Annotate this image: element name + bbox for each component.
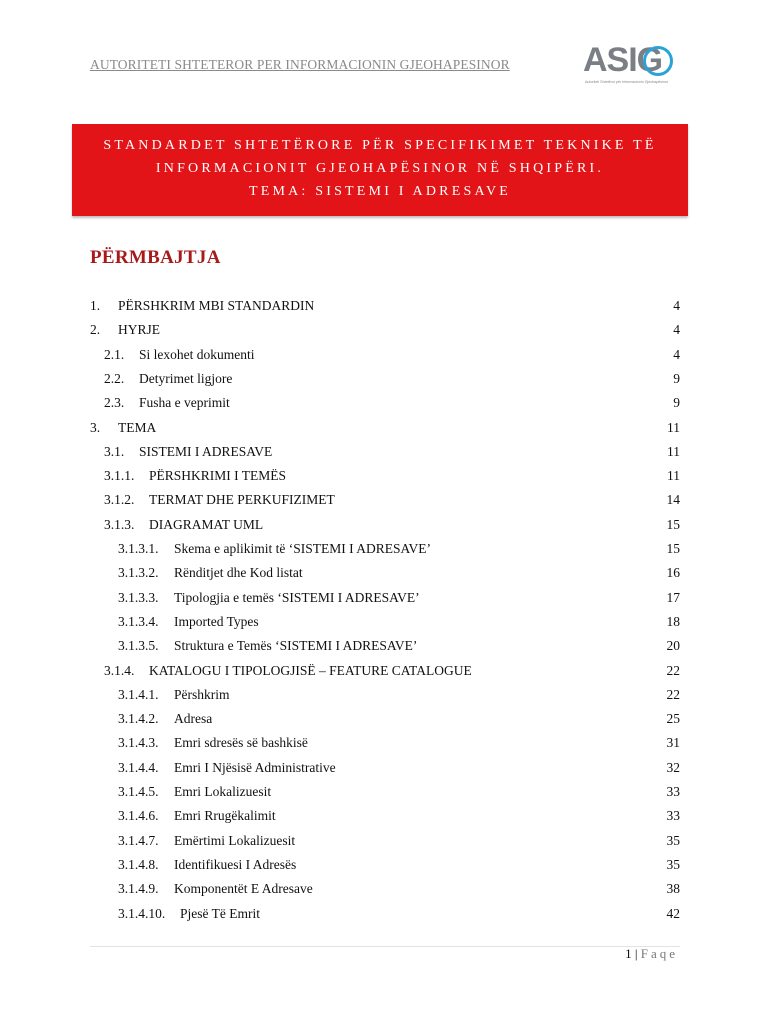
toc-entry-number: 3.1.4.5. [118,784,159,799]
toc-entry-label: Pjesë Të Emrit [180,905,260,921]
banner-line-1: STANDARDET SHTETËRORE PËR SPECIFIKIMET TEKNIKE TË [103,138,657,153]
toc-entry-number: 3.1.4.8. [118,856,159,872]
toc-entry[interactable] [0,563,770,583]
toc-entry-page: 15 [666,516,680,532]
logo-ring-icon [643,46,673,76]
toc-entry-label: Komponentët E Adresave [174,881,313,897]
toc-entry-page: 33 [666,784,680,799]
toc-entry-label: Përshkrim [174,686,230,702]
toc-entry-label: TEMA [118,419,157,435]
toc-entry[interactable] [0,685,770,705]
toc-entry-page: 11 [667,468,680,484]
toc-entry-number: 3.1.4.10. [118,905,166,921]
toc-entry-label: Tipologjia e temës ‘SISTEMI I ADRESAVE’ [174,589,420,605]
toc-entry-page: 42 [666,905,680,921]
toc-entry-page: 18 [666,613,680,629]
toc-entry-number: 3.1.4.9. [118,881,159,897]
toc-entry-number: 1. [90,298,101,313]
toc-entry-page: 31 [666,735,680,751]
toc-entry-page: 11 [667,443,680,459]
toc-entry-label: Fusha e veprimit [139,395,230,411]
toc-entry-label: Emri I Njësisë Administrative [174,759,336,775]
toc-entry-label: Emri Rrugëkalimit [174,808,276,824]
toc-entry-page: 22 [666,662,680,678]
toc-entry-number: 3.1.3.5. [118,638,159,654]
toc-entry-page: 11 [667,419,680,435]
toc-entry[interactable] [0,490,770,510]
page-word: Faqe [640,946,678,961]
toc-entry[interactable] [0,855,770,875]
toc-entry-label: HYRJE [118,322,161,338]
toc-entry-number: 3.1.3.1. [118,541,159,556]
toc-entry-number: 2.1. [104,346,125,362]
title-banner [72,124,688,216]
toc-entry-label: Detyrimet ligjore [139,370,233,386]
toc-entry-number: 3. [90,419,101,435]
footer-separator: | [634,946,638,961]
toc-entry-page: 35 [666,832,680,848]
toc-entry-page: 4 [673,322,680,338]
toc-entry-label: KATALOGU I TIPOLOGJISË – FEATURE CATALOGUE [149,662,472,678]
asig-logo [583,41,683,90]
footer-divider [90,946,680,947]
toc-entry-number: 3.1.4.6. [118,808,159,824]
toc-entry-page: 4 [673,298,680,313]
toc-entry[interactable] [0,661,770,681]
toc-entry[interactable] [0,320,770,340]
toc-entry[interactable] [0,466,770,486]
toc-entry-number: 2.3. [104,395,125,411]
toc-entry-label: Rënditjet dhe Kod listat [174,565,303,581]
toc-entry[interactable] [0,442,770,462]
toc-entry-page: 20 [666,638,680,654]
toc-entry[interactable] [0,345,770,365]
toc-entry-number: 3.1.1. [104,468,135,484]
header-org-name: AUTORITETI SHTETEROR PER INFORMACIONIN GJEOHAPESINOR [90,57,510,72]
toc-entry[interactable] [0,296,770,316]
toc-entry-number: 3.1.3.3. [118,589,159,605]
toc-entry[interactable] [0,831,770,851]
toc-entry-label: Si lexohet dokumenti [139,346,255,362]
page-number: 1 [625,946,632,961]
toc-entry-page: 9 [673,370,680,386]
toc-entry[interactable] [0,879,770,899]
toc-entry-label: Identifikuesi I Adresës [174,856,297,872]
toc-entry-label: PËRSHKRIM MBI STANDARDIN [118,298,315,313]
toc-entry-label: Imported Types [174,613,259,629]
toc-entry-page: 17 [666,589,680,605]
toc-entry-page: 35 [666,856,680,872]
toc-entry-number: 3.1.2. [104,492,135,508]
toc-entry-label: Adresa [174,711,213,727]
toc-entry-number: 3.1.4.7. [118,832,159,848]
toc-entry[interactable] [0,612,770,632]
toc-title: PËRMBAJTJA [90,247,221,268]
toc-entry-number: 3.1.3.4. [118,613,159,629]
toc-entry-page: 14 [666,492,680,508]
toc-entry-label: Struktura e Temës ‘SISTEMI I ADRESAVE’ [174,638,418,654]
toc-entry-number: 2.2. [104,370,125,386]
toc-entry-label: Skema e aplikimit të ‘SISTEMI I ADRESAVE’ [174,541,431,556]
toc-entry-page: 38 [666,881,680,897]
toc-entry-number: 3.1. [104,443,125,459]
toc-entry[interactable] [0,904,770,924]
toc-entry[interactable] [0,782,770,802]
toc-entry[interactable] [0,418,770,438]
toc-entry[interactable] [0,709,770,729]
toc-entry-label: PËRSHKRIMI I TEMËS [149,468,287,484]
toc-entry-number: 3.1.4.3. [118,735,159,751]
toc-entry-page: 33 [666,808,680,824]
toc-entry-page: 22 [666,686,680,702]
toc-entry-label: Emri Lokalizuesit [174,784,272,799]
toc-entry-page: 16 [666,565,680,581]
toc-entry[interactable] [0,369,770,389]
toc-entry-label: Emri sdresës së bashkisë [174,735,308,751]
toc-entry[interactable] [0,515,770,535]
toc-entry-number: 3.1.4.2. [118,711,159,727]
toc-entry-page: 4 [673,346,680,362]
toc-entry-label: Emërtimi Lokalizuesit [174,832,296,848]
toc-entry-number: 3.1.3.2. [118,565,159,581]
toc-entry-page: 15 [666,541,680,556]
toc-entry[interactable] [0,733,770,753]
toc-entry-number: 3.1.4. [104,662,135,678]
toc-entry[interactable] [0,539,770,559]
toc-entry-page: 32 [666,759,680,775]
toc-entry[interactable] [0,636,770,656]
toc-entry-label: DIAGRAMAT UML [149,516,264,532]
toc-entry-label: SISTEMI I ADRESAVE [139,443,273,459]
toc-entry-label: TERMAT DHE PERKUFIZIMET [149,492,335,508]
toc-entry[interactable] [0,806,770,826]
banner-line-2: INFORMACIONIT GJEOHAPËSINOR NË SHQIPËRI. [155,161,605,176]
toc-entry-number: 3.1.3. [104,516,135,532]
toc-entry[interactable] [0,393,770,413]
toc-entry[interactable] [0,758,770,778]
toc-entry-number: 2. [90,322,101,338]
toc-entry-page: 9 [673,395,680,411]
logo-subtitle: Autoriteti Shtetëror për Informacionin Gjeohapësinor [585,80,669,84]
toc-entry-number: 3.1.4.4. [118,759,159,775]
toc-entry-page: 25 [666,711,680,727]
page-footer [625,946,678,962]
logo-word: ASIG [583,41,663,79]
toc-entry-number: 3.1.4.1. [118,686,159,702]
toc-entry[interactable] [0,588,770,608]
banner-line-3: TEMA: SISTEMI I ADRESAVE [248,184,512,199]
